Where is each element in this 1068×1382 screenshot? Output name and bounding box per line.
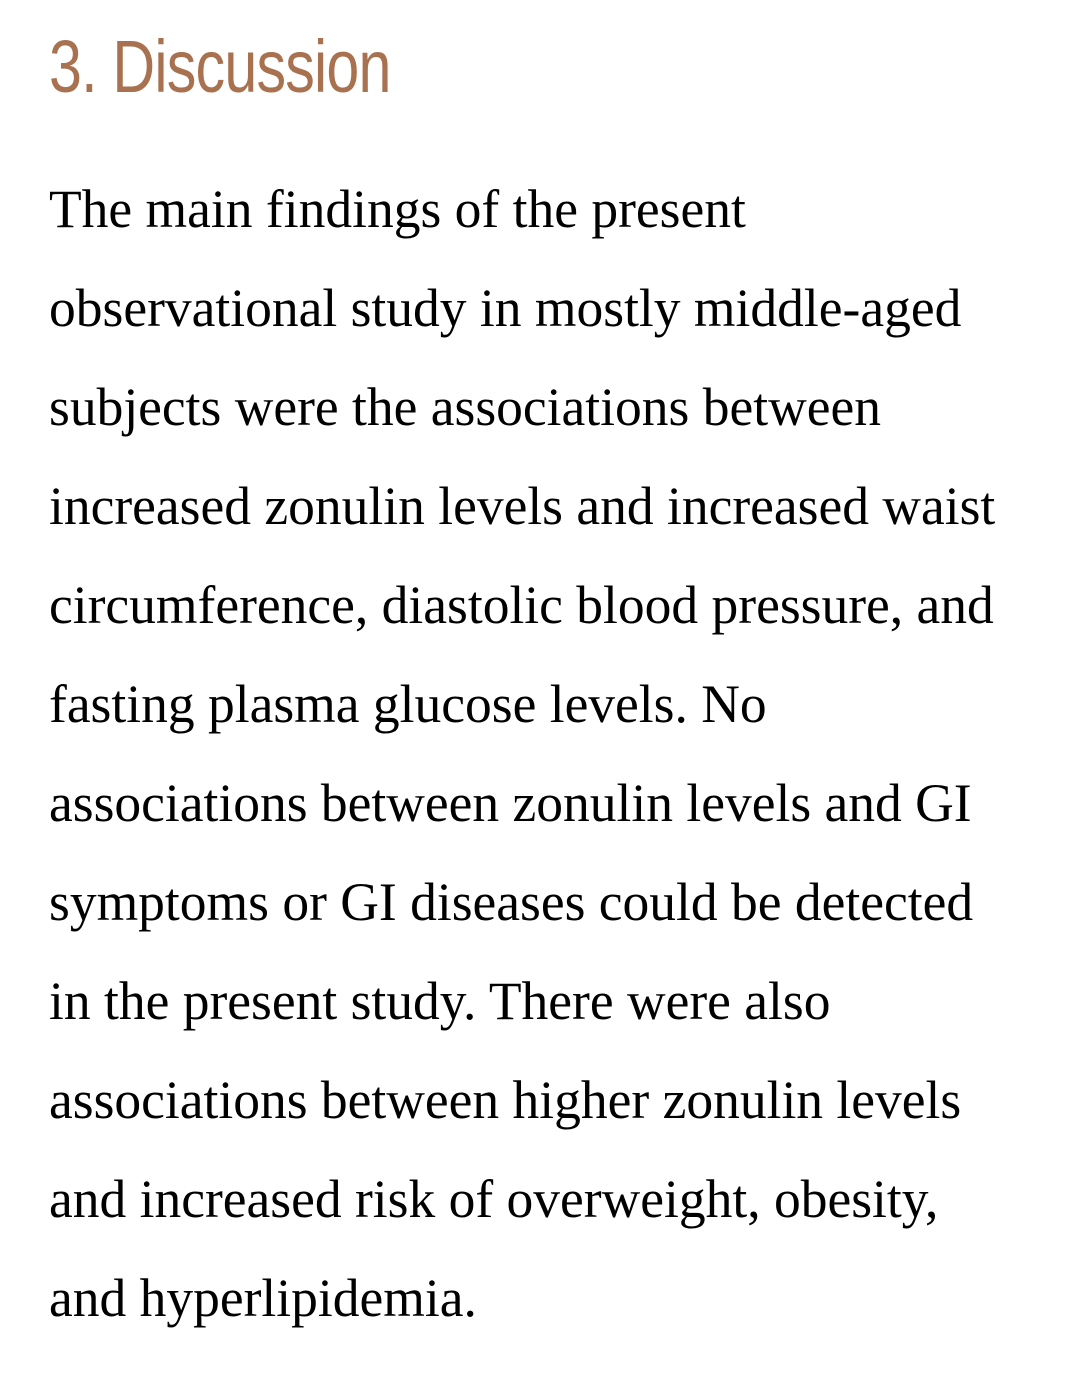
section-heading: 3. Discussion: [49, 25, 391, 108]
paragraph-line: and increased risk of overweight, obesity,: [49, 1169, 939, 1229]
paragraph-line: associations between zonulin levels and GI: [49, 773, 972, 833]
paragraph-line: associations between higher zonulin levels: [49, 1070, 962, 1130]
paragraph-line: subjects were the associations between: [49, 377, 881, 437]
paragraph-line: observational study in mostly middle-aged: [49, 278, 962, 338]
discussion-paragraph: [49, 176, 995, 1364]
paragraph-line: and hyperlipidemia.: [49, 1268, 477, 1328]
paragraph-line: in the present study. There were also: [49, 971, 831, 1031]
paragraph-line: increased zonulin levels and increased waist: [49, 476, 996, 536]
paragraph-line: fasting plasma glucose levels. No: [49, 674, 767, 734]
paragraph-line: circumference, diastolic blood pressure, and: [49, 575, 994, 635]
paragraph-line: The main findings of the present: [49, 179, 746, 239]
paragraph-line: symptoms or GI diseases could be detected: [49, 872, 974, 932]
